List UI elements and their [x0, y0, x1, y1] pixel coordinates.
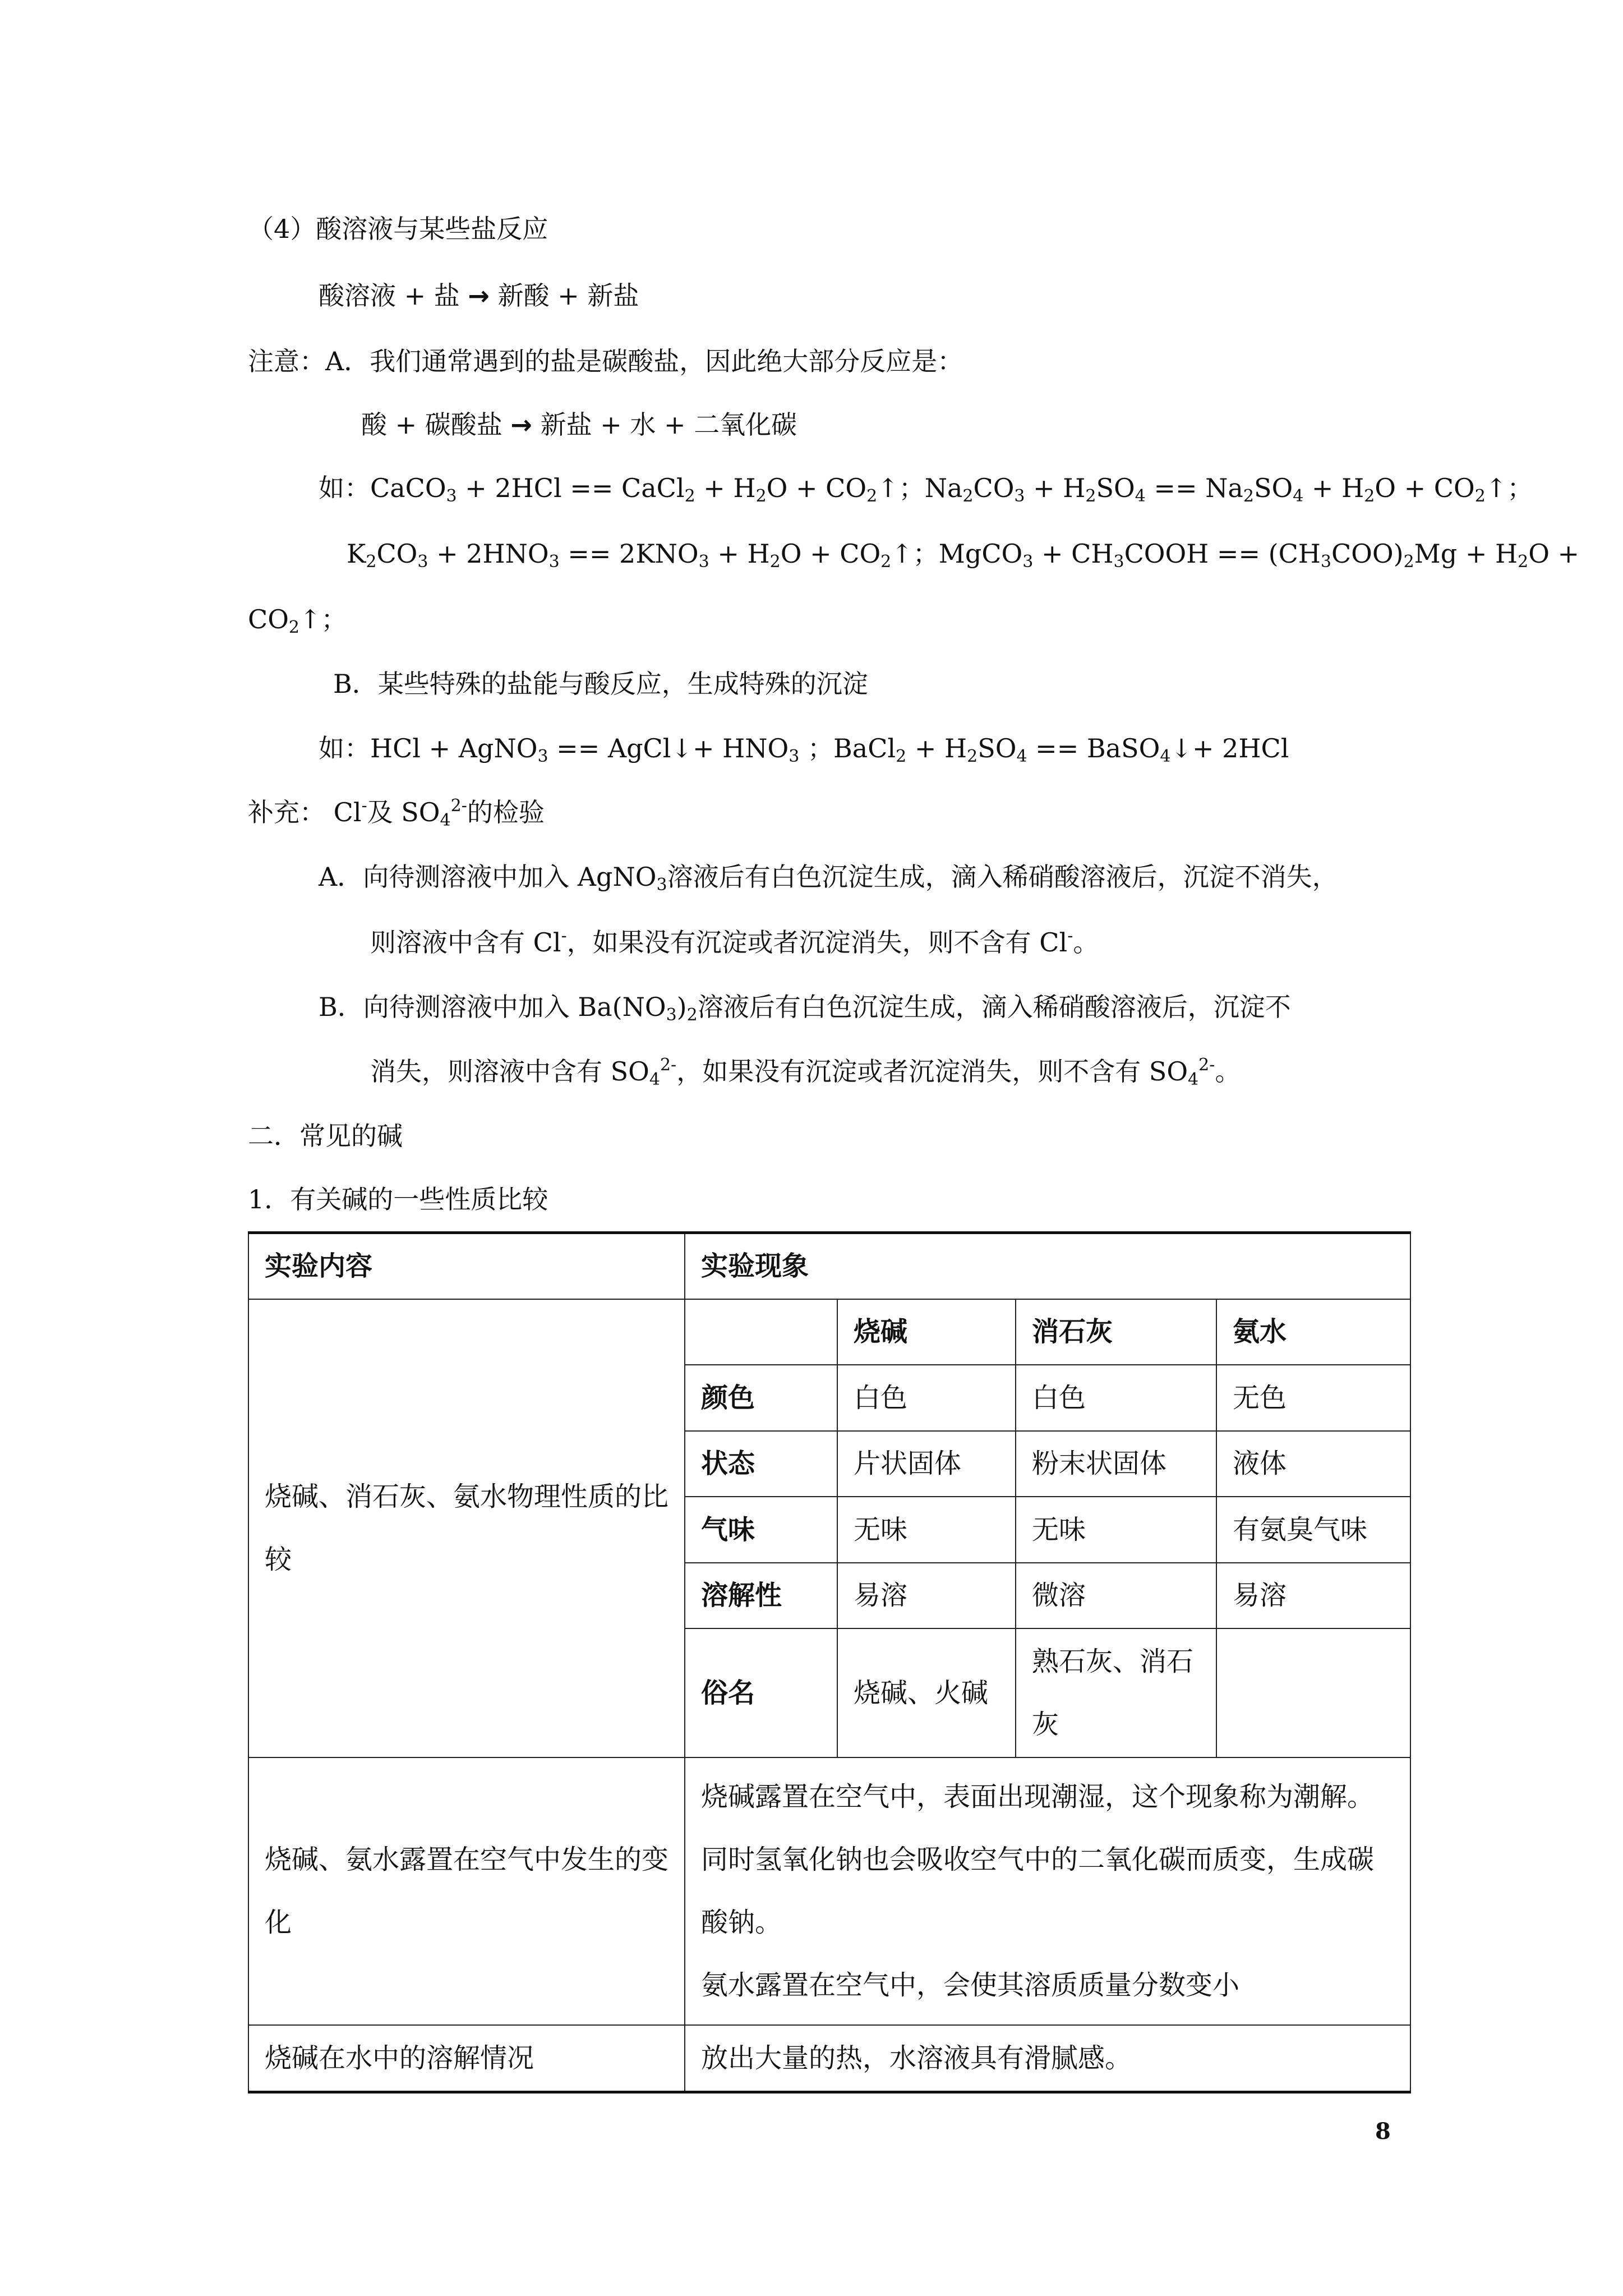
property-value: 易溶 — [837, 1563, 1016, 1628]
example-equations-2: $K_2CO_3 + 2HNO_3 == 2KNO_3 + H_2O$ + $CO_2↑$；MgCO$_3$ + $CH_3COOH == (CH_3COO)_2Mg + H_2O$ + — [347, 539, 1580, 572]
property-name: 俗名 — [685, 1628, 837, 1757]
supplement-a-line2: 则溶液中含有 Cl-，如果没有沉淀或者沉淀消失，则不含有 Cl-。 — [370, 926, 1099, 958]
note-b: B．某些特殊的盐能与酸反应，生成特殊的沉淀 — [333, 669, 868, 699]
supplement-b-line2: 消失，则溶液中含有 $SO_4^{2-}$，如果没有沉淀或者沉淀消失，则不含有 $SO_4^{2-}$。 — [370, 1055, 1241, 1089]
corner-cell — [685, 1299, 837, 1365]
property-value: 片状固体 — [837, 1431, 1016, 1497]
property-value: 无味 — [1016, 1497, 1216, 1563]
example-equations-3: 如：HCl + AgNO$_3$ == AgCl↓+ $HNO_3$ ；BaCl$_2$ + $H_2SO_4$ == BaSO$_4$↓+ 2HCl — [319, 733, 1289, 766]
example-equations-2-cont: $CO_2↑$； — [248, 604, 347, 637]
formula-acid-carbonate: 酸 + 碳酸盐 → 新盐 + 水 + 二氧化碳 — [361, 409, 797, 440]
property-name: 溶解性 — [685, 1563, 837, 1628]
col-header-nh3: 氨水 — [1216, 1299, 1410, 1365]
row-exposure-description — [685, 1757, 1410, 2025]
base-properties-table — [248, 1231, 1411, 2093]
property-value: 易溶 — [1216, 1563, 1410, 1628]
row-physical-properties-label: 烧碱、消石灰、氨水物理性质的比较 — [248, 1299, 685, 1757]
property-value: 无色 — [1216, 1365, 1410, 1431]
property-value: 无味 — [837, 1497, 1016, 1563]
property-value: 白色 — [837, 1365, 1016, 1431]
exposure-text-naoh: 烧碱露置在空气中，表面出现潮湿，这个现象称为潮解。同时氢氧化钠也会吸收空气中的二氧化碳而质变，生成碳酸钠。 — [701, 1781, 1375, 1938]
page-number: 8 — [1375, 2118, 1391, 2145]
exposure-text-nh3: 氨水露置在空气中，会使其溶质质量分数变小 — [701, 1970, 1240, 2001]
section-2-title: 二．常见的碱 — [248, 1121, 403, 1151]
property-value: 有氨臭气味 — [1216, 1497, 1410, 1563]
property-name: 状态 — [685, 1431, 837, 1497]
row-exposure-label: 烧碱、氨水露置在空气中发生的变化 — [248, 1757, 685, 2025]
supplement-a-line1: A．向待测溶液中加入 AgNO$_3$溶液后有白色沉淀生成，滴入稀硝酸溶液后，沉淀不消失， — [319, 862, 1338, 895]
col-header-caoh: 消石灰 — [1016, 1299, 1216, 1365]
formula-acid-salt: 酸溶液 + 盐 → 新酸 + 新盐 — [319, 280, 639, 311]
header-experiment-phenomenon: 实验现象 — [685, 1233, 1410, 1299]
property-name: 颜色 — [685, 1365, 837, 1431]
property-value: 粉末状固体 — [1016, 1431, 1216, 1497]
property-name: 气味 — [685, 1497, 837, 1563]
note-a: 注意：A．我们通常遇到的盐是碳酸盐，因此绝大部分反应是： — [248, 346, 963, 376]
supplement-title: 补充： Cl-及 $SO_4^{2-}$的检验 — [248, 796, 545, 830]
supplement-b-line1: B．向待测溶液中加入 $Ba(NO_3)_2$溶液后有白色沉淀生成，滴入稀硝酸溶液后，沉淀不 — [319, 992, 1291, 1025]
property-value: 烧碱、火碱 — [837, 1628, 1016, 1757]
section-4-title: （4）酸溶液与某些盐反应 — [248, 214, 548, 244]
item-1-title: 1．有关碱的一些性质比较 — [248, 1184, 548, 1214]
property-value: 液体 — [1216, 1431, 1410, 1497]
property-value: 白色 — [1016, 1365, 1216, 1431]
property-value: 微溶 — [1016, 1563, 1216, 1628]
row-dissolution-description: 放出大量的热，水溶液具有滑腻感。 — [685, 2025, 1410, 2092]
example-equations-1: 如：CaCO$_3$ + 2HCl == CaCl$_2$ + $H_2O$ + $CO_2↑$；$Na_2CO_3 + H_2SO_4 == Na_2SO_4 + H_2O$ + $CO_2↑$； — [319, 473, 1533, 506]
property-value — [1216, 1628, 1410, 1757]
header-experiment-content: 实验内容 — [248, 1233, 685, 1299]
property-value: 熟石灰、消石灰 — [1016, 1628, 1216, 1757]
col-header-naoh: 烧碱 — [837, 1299, 1016, 1365]
row-dissolution-label: 烧碱在水中的溶解情况 — [248, 2025, 685, 2092]
